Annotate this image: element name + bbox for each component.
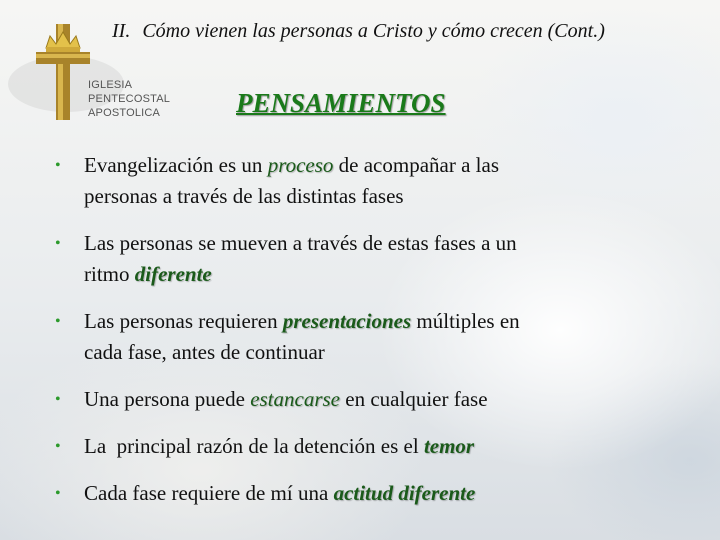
bullet-keyword: diferente — [134, 262, 212, 286]
bullet-text-before: Las personas se mueven a través de estas fases a un — [84, 231, 517, 255]
bullet-text-after: en cualquier fase — [340, 387, 488, 411]
logo-line-3: APOSTOLICA — [88, 107, 161, 119]
logo-line-2: PENTECOSTAL — [88, 93, 171, 105]
bullet-keyword: presentaciones — [282, 309, 412, 333]
bullet-line-2: ritmo — [84, 262, 135, 286]
bullet-text-after: múltiples en — [411, 309, 520, 333]
bullet-text-before: Evangelización es un — [84, 153, 268, 177]
bullet-dot-icon: • — [55, 313, 61, 330]
list-item — [55, 431, 695, 462]
bullet-dot-icon: • — [55, 438, 61, 455]
bullet-keyword: actitud diferente — [333, 481, 476, 505]
bullet-text-before: Cada fase requiere de mí una — [84, 481, 334, 505]
list-item — [55, 150, 695, 212]
bullet-line-2: personas a través de las distintas fases — [84, 184, 404, 208]
list-item — [55, 306, 695, 368]
bullet-keyword: proceso — [267, 153, 334, 177]
bullet-line-2: cada fase, antes de continuar — [84, 340, 325, 364]
logo-line-1: IGLESIA — [88, 79, 133, 91]
bullet-text-after: de acompañar a las — [333, 153, 499, 177]
bullet-dot-icon: • — [55, 485, 61, 502]
list-item — [55, 384, 695, 415]
list-item — [55, 228, 695, 290]
title-text: Cómo vienen las personas a Cristo y cómo crecen (Cont.) — [142, 20, 605, 42]
section-number: II. — [112, 20, 131, 42]
bullet-dot-icon: • — [55, 391, 61, 408]
bullet-dot-icon: • — [55, 235, 61, 252]
bullet-text-before: Las personas requieren — [84, 309, 283, 333]
section-heading: PENSAMIENTOS — [236, 88, 446, 118]
bullet-text-before: Una persona puede — [84, 387, 251, 411]
bullet-text-before: La principal razón de la detención es el — [84, 434, 424, 458]
slide-title — [112, 20, 712, 43]
bullet-dot-icon: • — [55, 157, 61, 174]
bullet-keyword: temor — [423, 434, 475, 458]
bullet-list — [55, 150, 695, 509]
bullet-keyword: estancarse — [250, 387, 341, 411]
list-item — [55, 478, 695, 509]
